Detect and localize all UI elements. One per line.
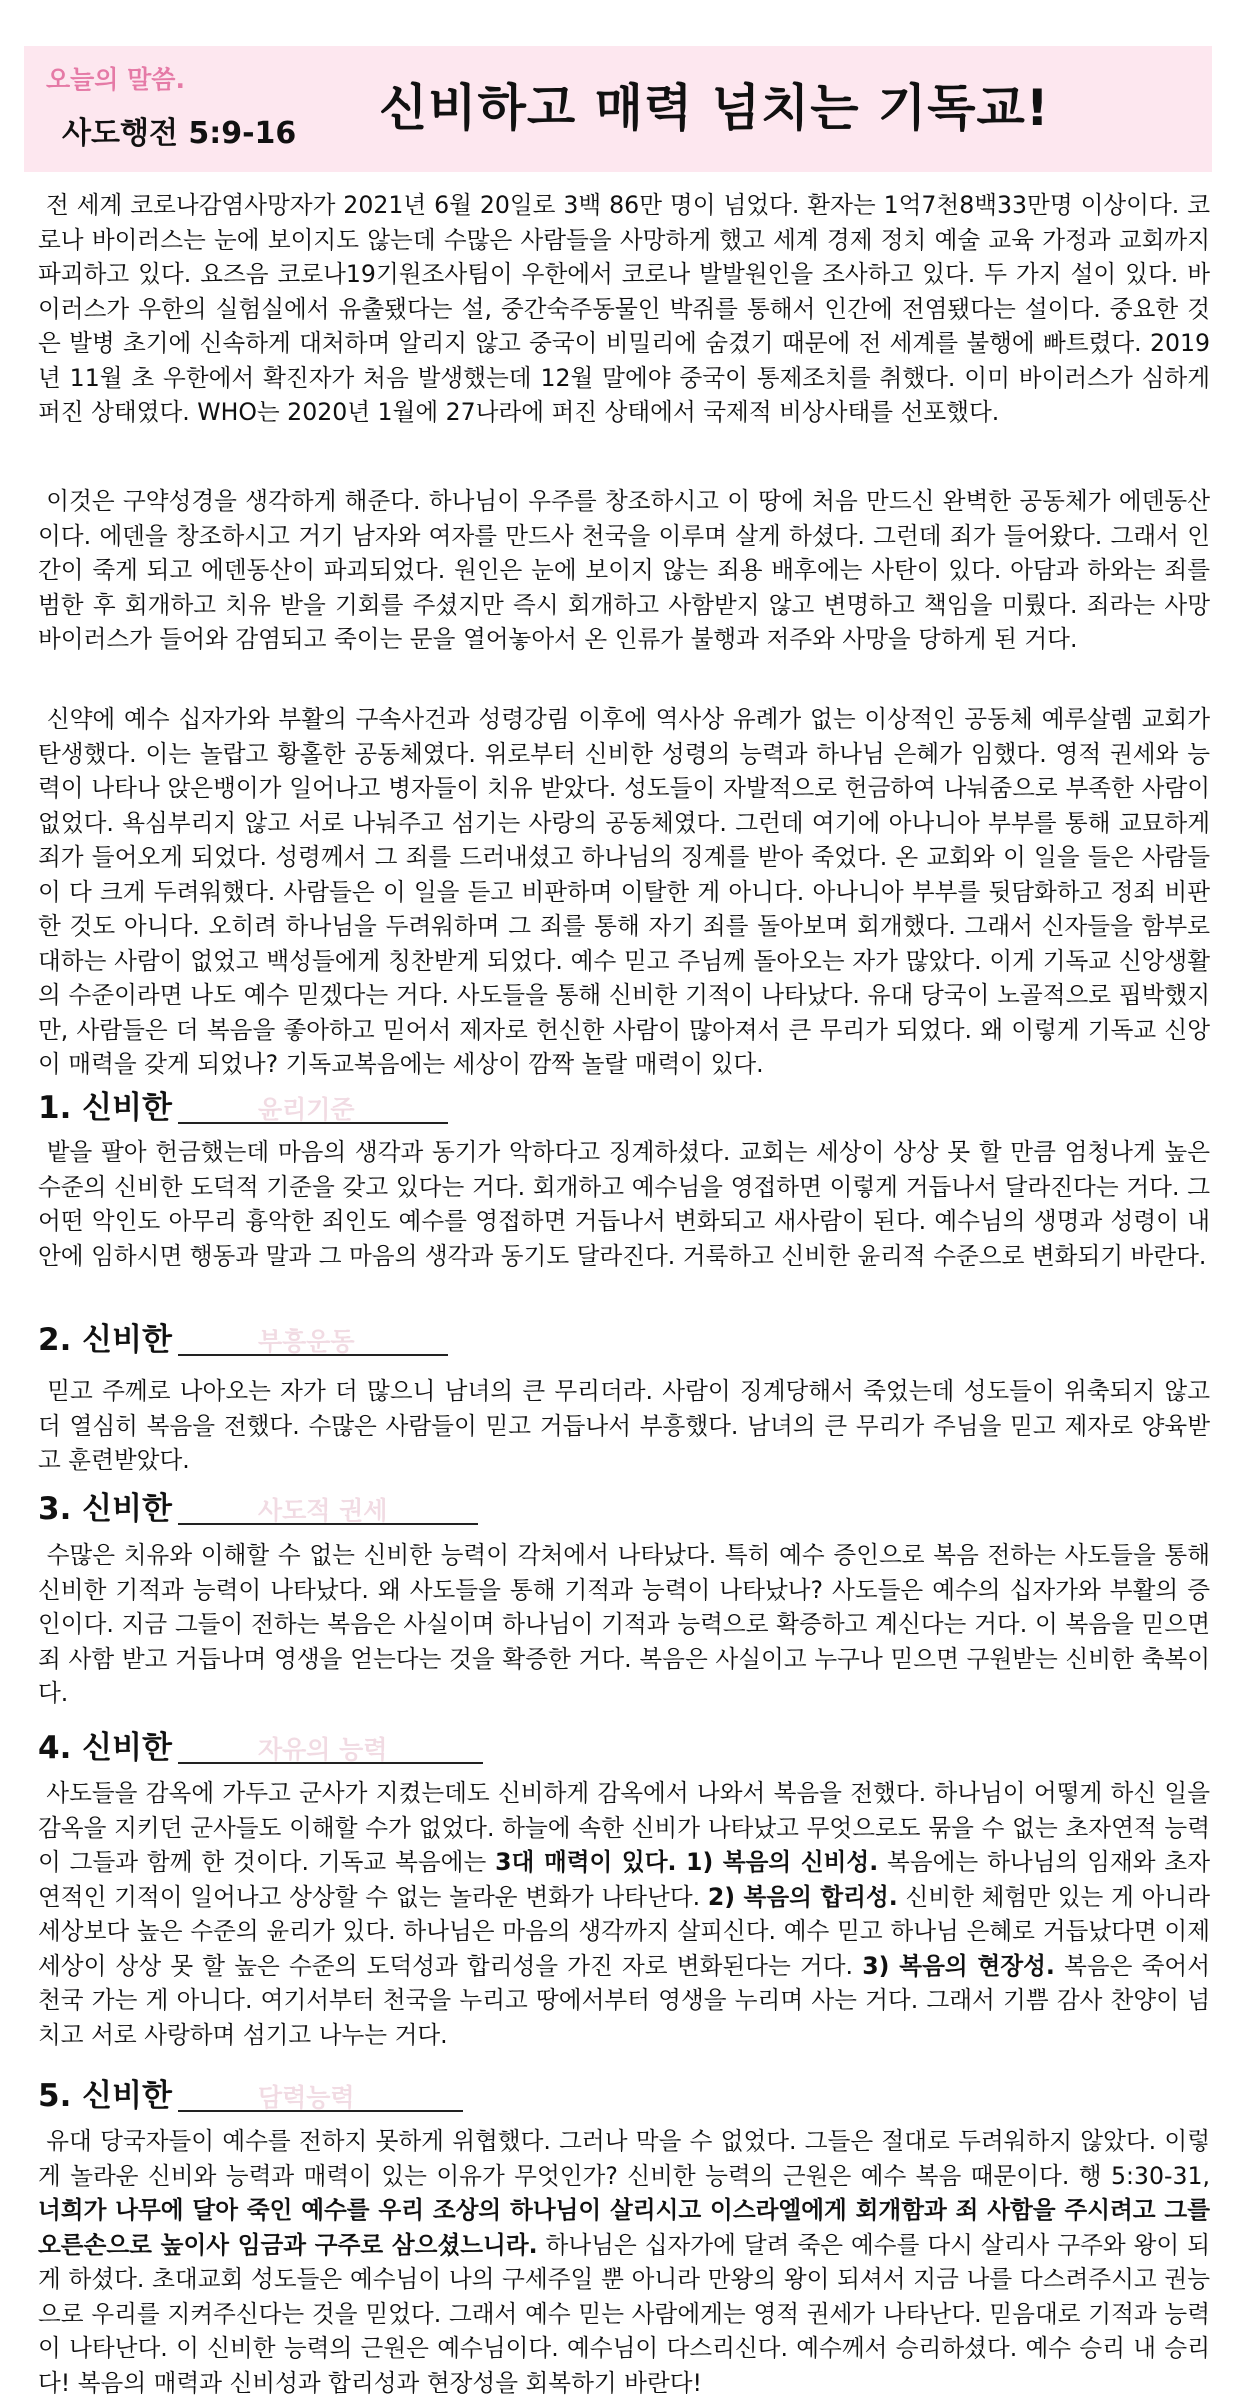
acts-quote: 너희가 나무에 달아 죽인 예수를 우리 조상의 하나님이 살리시고 이스라엘에게 회개함과 죄 사함을 주시려고 그를 오른손으로 높이사 임금과 구주로 삼으셨느니라.: [38, 2196, 1210, 2259]
section-3-blank: [178, 1489, 478, 1525]
page-title: 신비하고 매력 넘치는 기독교!: [379, 79, 1050, 137]
section-1-answer: 윤리기준: [257, 1095, 355, 1124]
section-1-number: 1. 신비한: [38, 1090, 172, 1126]
rationality-label: 2) 복음의 합리성.: [707, 1882, 898, 1911]
intro-paragraph-2: 이것은 구약성경을 생각하게 해준다. 하나님이 우주를 창조하시고 이 땅에 처음 만드신 완벽한 공동체가 에덴동산이다. 에덴을 창조하시고 거기 남자와 여자를 만드사 천국을 이루며 살게 하셨다. 그런데 죄가 들어왔다. 그래서 인간이 죽게 되고 에덴동산이 파괴되었다. 원인은 눈에 보이지 않는 죄용 배후에는 사탄이 있다. 아담과 하와는 죄를 범한 후 회개하고 치유 받을 기회를 주셨지만 즉시 회개하고 사함받지 않고 변명하고 책임을 미뤘다. 죄라는 사망 바이러스가 들어와 감염되고 죽이는 문을 열어놓아서 온 인류가 불행과 저주와 사망을 당하게 된 거다.: [38, 487, 1211, 653]
header-banner: [24, 46, 1212, 172]
intro-paragraph-3: 신약에 예수 십자가와 부활의 구속사건과 성령강림 이후에 역사상 유례가 없는 이상적인 공동체 예루살렘 교회가 탄생했다. 이는 놀랍고 황홀한 공동체였다. 위로부터 신비한 성령의 능력과 하나님 은혜가 임했다. 영적 권세와 능력이 나타나 앉은뱅이가 일어나고 병자들이 치유 받았다. 성도들이 자발적으로 헌금하여 나눠줌으로 부족한 사람이 없었다. 욕심부리지 않고 서로 나눠주고 섬기는 사랑의 공동체였다. 그런데 여기에 아나니아 부부를 통해 교묘하게 죄가 들어오게 되었다. 성령께서 그 죄를 드러내셨고 하나님의 징계를 받아 죽었다. 온 교회와 이 일을 들은 사람들이 다 크게 두려워했다. 사람들은 이 일을 듣고 비판하며 이탈한 게 아니다. 아나니아 부부를 뒷담화하고 정죄 비판한 것도 아니다. 오히려 하나님을 두려워하며 그 죄를 통해 자기 죄를 돌아보며 회개했다. 그래서 신자들을 함부로 대하는 사람이 없었고 백성들에게 칭찬받게 되었다. 예수 믿고 주님께 돌아오는 자가 많았다. 이게 기독교 신앙생활의 수준이라면 나도 예수 믿겠다는 거다. 사도들을 통해 신비한 기적이 나타났다. 유대 당국이 노골적으로 핍박했지만, 사람들은 더 복음을 좋아하고 믿어서 제자로 헌신한 사람이 많아져서 큰 무리가 되었다. 왜 이렇게 기독교 신앙이 매력을 갖게 되었나? 기독교복음에는 세상이 깜짝 놀랄 매력이 있다.: [38, 705, 1210, 1078]
section-5-answer: 담력능력: [257, 2083, 355, 2112]
section-5-heading: [38, 2076, 463, 2116]
section-2-number: 2. 신비한: [38, 1322, 172, 1358]
section-5-body: 유대 당국자들이 예수를 전하지 못하게 위협했다. 그러나 막을 수 없었다. 그들은 절대로 두려워하지 않았다. 이렇게 놀라운 신비와 능력과 매력이 있는 이유가 무엇인가? 신비한 능력의 근원은 예수 복음 때문이다. 행 5:30-31, 너희가 나무에 달아 죽인 예수를 우리 조상의 하나님이 살리시고 이스라엘에게 회개함과 죄 사함을 주시려고 그를 오른손으로 높이사 임금과 구주로 삼으셨느니라. 하나님은 십자가에 달려 죽은 예수를 다시 살리사 구주와 왕이 되게 하셨다. 초대교회 성도들은 예수님이 나의 구세주일 뿐 아니라 만왕의 왕이 되셔서 지금 나를 다스려주시고 권능으로 우리를 지켜주신다는 것을 믿었다. 그래서 예수 믿는 사람에게는 영적 권세가 나타난다. 믿음대로 기적과 능력이 나타난다. 이 신비한 능력의 근원은 예수님이다. 예수님이 다스리신다. 예수께서 승리하셨다. 예수 승리 내 승리다! 복음의 매력과 신비성과 합리성과 현장성을 회복하기 바란다!: [38, 2127, 1211, 2397]
section-5-blank: [178, 2076, 463, 2112]
section-1-body: 밭을 팔아 헌금했는데 마음의 생각과 동기가 악하다고 징계하셨다. 교회는 세상이 상상 못 할 만큼 엄청나게 높은 수준의 신비한 도덕적 기준을 갖고 있다는 거다. 회개하고 예수님을 영접하면 이렇게 거듭나서 달라진다는 거다. 그 어떤 악인도 아무리 흉악한 죄인도 예수를 영접하면 거듭나서 변화되고 새사람이 된다. 예수님의 생명과 성령이 내 안에 임하시면 행동과 말과 그 마음의 생각과 동기도 달라진다. 거룩하고 신비한 윤리적 수준으로 변화되기 바란다.: [38, 1138, 1210, 1270]
section-2-body: 믿고 주께로 나아오는 자가 더 많으니 남녀의 큰 무리더라. 사람이 징계당해서 죽었는데 성도들이 위축되지 않고 더 열심히 복음을 전했다. 수많은 사람들이 믿고 거듭나서 부흥했다. 남녀의 큰 무리가 주님을 믿고 제자로 양육받고 훈련받았다.: [38, 1377, 1210, 1474]
section-3-number: 3. 신비한: [38, 1491, 172, 1527]
section-3-answer: 사도적 권세: [257, 1496, 388, 1525]
scripture-reference: 사도행전 5:9-16: [62, 116, 297, 151]
section-4-heading: [38, 1728, 483, 1768]
section-4-answer: 자유의 능력: [257, 1735, 388, 1764]
section-2-blank: [178, 1320, 448, 1356]
intro-paragraph-1: 전 세계 코로나감염사망자가 2021년 6월 20일로 3백 86만 명이 넘었다. 환자는 1억7천8백33만명 이상이다. 코로나 바이러스는 눈에 보이지도 않는데 수많은 사람들을 사망하게 했고 세계 경제 정치 예술 교육 가정과 교회까지 파괴하고 있다. 요즈음 코로나19기원조사팀이 우한에서 코로나 발발원인을 조사하고 있다. 두 가지 설이 있다. 바이러스가 우한의 실험실에서 유출됐다는 설, 중간숙주동물인 박쥐를 통해서 인간에 전염됐다는 설이다. 중요한 것은 발병 초기에 신속하게 대처하며 알리지 않고 중국이 비밀리에 숨겼기 때문에 전 세계를 불행에 빠트렸다. 2019년 11월 초 우한에서 확진자가 처음 발생했는데 12월 말에야 중국이 통제조치를 취했다. 이미 바이러스가 심하게 퍼진 상태였다. WHO는 2020년 1월에 27나라에 퍼진 상태에서 국제적 비상사태를 선포했다.: [38, 191, 1210, 426]
three-attractions-text: 3대 매력이 있다. 1) 복음의 신비성.: [495, 1848, 879, 1876]
section-1-heading: [38, 1088, 448, 1128]
section-2-heading: [38, 1320, 448, 1360]
section-2-answer: 부흥운동: [257, 1327, 355, 1356]
section-4-number: 4. 신비한: [38, 1730, 172, 1766]
section-5-number: 5. 신비한: [38, 2078, 172, 2114]
section-1-blank: [178, 1088, 448, 1124]
section-3-body: 수많은 치유와 이해할 수 없는 신비한 능력이 각처에서 나타났다. 특히 예수 증인으로 복음 전하는 사도들을 통해 신비한 기적과 능력이 나타났다. 왜 사도들을 통해 기적과 능력이 나타났나? 사도들은 예수의 십자가와 부활의 증인이다. 지금 그들이 전하는 복음은 사실이며 하나님이 기적과 능력으로 확증하고 계신다는 거다. 이 복음을 믿으면 죄 사함 받고 거듭나며 영생을 얻는다는 것을 확증한 거다. 복음은 사실이고 누구나 믿으면 구원받는 신비한 축복이다.: [38, 1541, 1210, 1707]
presence-label: 3) 복음의 현장성.: [862, 1951, 1055, 1980]
section-3-heading: [38, 1489, 478, 1529]
section-4-blank: [178, 1728, 483, 1764]
today-label: 오늘의 말씀.: [46, 65, 185, 94]
section-4-body: 사도들을 감옥에 가두고 군사가 지켰는데도 신비하게 감옥에서 나와서 복음을 전했다. 하나님이 어떻게 하신 일을 감옥을 지키던 군사들도 이해할 수가 없었다. 하늘에 속한 신비가 나타났고 무엇으로도 묶을 수 없는 초자연적 능력이 그들과 함께 한 것이다. 기독교 복음에는 3대 매력이 있다. 1) 복음의 신비성. 복음에는 하나님의 임재와 초자연적인 기적이 일어나고 상상할 수 없는 놀라운 변화가 나타난다. 2) 복음의 합리성. 신비한 체험만 있는 게 아니라 세상보다 높은 수준의 윤리가 있다. 하나님은 마음의 생각까지 살피신다. 예수 믿고 하나님 은혜로 거듭났다면 이제 세상이 상상 못 할 높은 수준의 도덕성과 합리성을 가진 자로 변화된다는 거다. 3) 복음의 현장성. 복음은 죽어서 천국 가는 게 아니다. 여기서부터 천국을 누리고 땅에서부터 영생을 누리며 사는 거다. 그래서 기쁨 감사 찬양이 넘치고 서로 사랑하며 섬기고 나누는 거다.: [38, 1779, 1211, 2049]
